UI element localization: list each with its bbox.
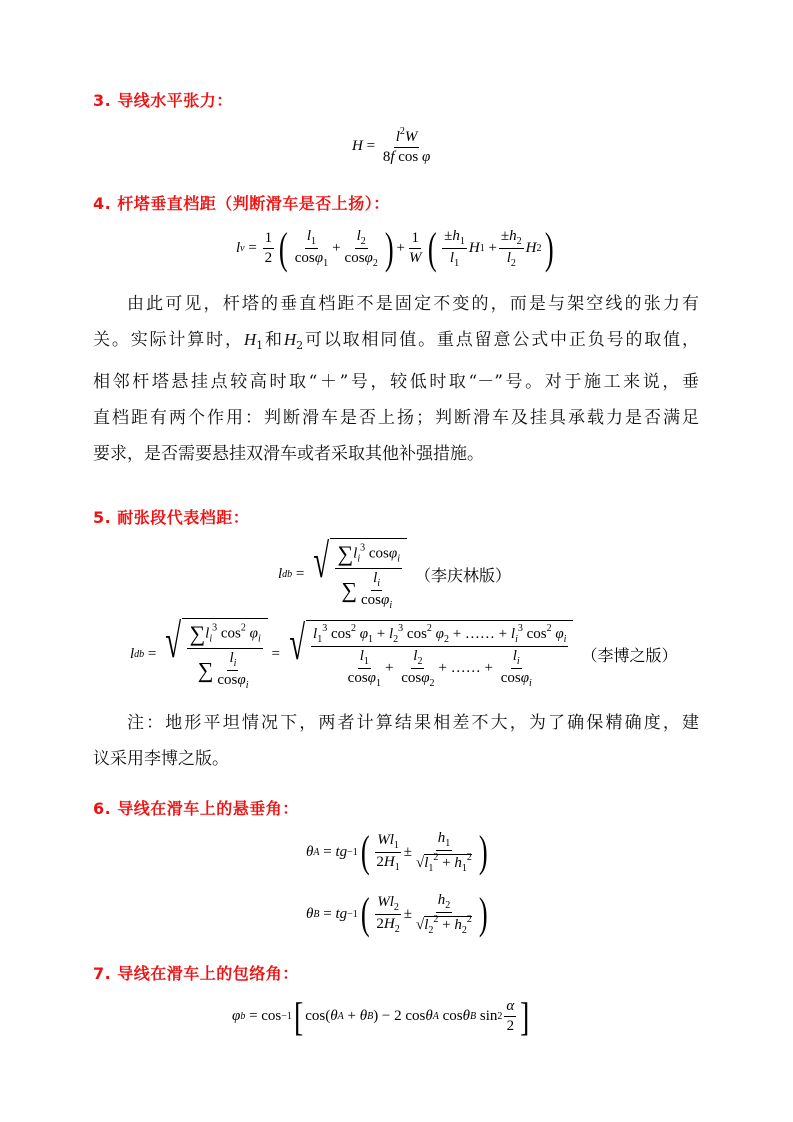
heading-conductor-horizontal-tension: 3. 导线水平张力：: [93, 91, 233, 110]
text-fragment: 可以取相同值。重点留意公式中正负号的取值，: [303, 330, 700, 350]
paragraph-line: 议采用李博之版。: [93, 749, 229, 769]
formula-label: （李博之版）: [581, 646, 678, 665]
heading-ruling-span: 5. 耐张段代表档距：: [93, 508, 250, 527]
paragraph-line: 相邻杆塔悬挂点较高时取“＋”号，较低时取“－”号。对于施工来说，垂: [93, 372, 699, 392]
paragraph-line: 直档距有两个作用：判断滑车是否上扬；判断滑车及挂具承载力是否满足: [93, 408, 699, 428]
paragraph-line: 要求，是否需要悬挂双滑车或者采取其他补强措施。: [93, 444, 484, 464]
heading-suspension-angle: 6. 导线在滑车上的悬垂角：: [93, 799, 299, 818]
formula-ruling-span-li: l db = √ $\sum l_i^3$ cosφ$_i$ ∑ $\frac{l_i}{\cos\varphi_i}$ （李庆林版）: [278, 535, 511, 611]
paragraph-line: 关。实际计算时，$H_1$和$H_2$可以取相同值。重点留意公式中正负号的取值，: [93, 330, 700, 352]
formula-theta-b: θ B = tg −1 ( $\frac{Wl_2}{2H_2}$ ± $\frac{h_2}{√l_2^2 + h_2^2}$ ): [306, 889, 488, 938]
paragraph-line: 由此可见，杆塔的垂直档距不是固定不变的，而是与架空线的张力有: [127, 294, 699, 314]
paragraph-vertical-span-notes: [93, 286, 699, 472]
heading-vertical-span: 4. 杆塔垂直档距（判断滑车是否上扬）：: [93, 194, 390, 213]
formula-wrap-angle: φ b = cos −1 [ cos( θ A + θ B ) − 2 cos θ A cos θ B sin 2 $\frac{\alpha}{2}$ ]: [232, 993, 530, 1039]
paragraph-line: 注：地形平坦情况下，两者计算结果相差不大，为了确保精确度，建: [127, 713, 699, 733]
heading-wrap-angle: 7. 导线在滑车上的包络角：: [93, 964, 299, 983]
formula-ruling-span-libo: l db = √ $\sum l_i^3$ $\cos^2 \varphi_i$ ∑ $\frac{l_i}{\cos\varphi_i}$ = √ $l_1^3$ $\cos^2 \varphi_1 + l_2^3$ $\cos^2 \varphi_2$ + …… + $l_i^3$ $\cos^2 \varphi_i$ $\frac{l_1}{\cos\varphi_1}$ + $\frac{l_2}{\cos\varphi_2}$ + …… + $\frac{l_i}{\cos\varphi_i}$ （李博之版）: [130, 615, 678, 691]
formula-vertical-span: l v = $\frac{1}{2}$ ( $\frac{l_1}{\cos\varphi_1}$ + $\frac{l_2}{\cos\varphi_2}$ ) + $\frac{1}{W}$ ( $\frac{\pm h_1}{l_1}$ H 1 + $\frac{\pm h_2}{l_2}$ H 2 ): [236, 223, 554, 273]
paragraph-note: [93, 705, 699, 777]
formula-horizontal-tension: H = $\frac{l^2W}{\text{8f cos φ}}$: [352, 126, 431, 165]
formula-label: （李庆林版）: [414, 566, 511, 585]
formula-theta-a: θ A = tg −1 ( $\frac{Wl_1}{2H_1}$ ± $\frac{h_1}{√l_1^2 + h_1^2}$ ): [306, 827, 488, 876]
text-fragment: 和: [263, 330, 284, 350]
text-fragment: 关。实际计算时，: [93, 330, 244, 350]
